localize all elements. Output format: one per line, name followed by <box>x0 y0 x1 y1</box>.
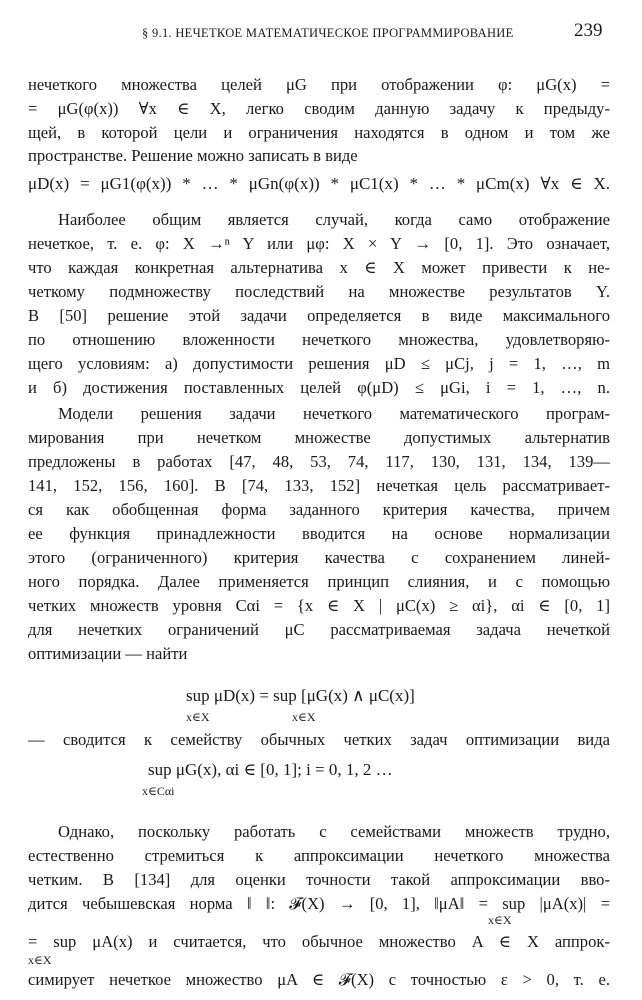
text-line: этого (ограниченного) критерия качества с сохранением линей- <box>28 548 610 567</box>
text-line: по отношению вложенности нечеткого множества, удовлетворяю- <box>28 330 610 349</box>
text-line: ее функция принадлежности вводится на основе нормализации <box>28 524 610 543</box>
text-line: 141, 152, 156, 160]. В [74, 133, 152] нечеткая цель рассматривает- <box>28 476 610 495</box>
text-line: оптимизации — найти <box>28 644 188 663</box>
page-header <box>0 18 642 48</box>
text-line: четких множеств уровня Cαi = {x ∈ X | μC(x) ≥ αi}, αi ∈ [0, 1] <box>28 596 610 615</box>
text-line: предложены в работах [47, 48, 53, 74, 117, 130, 131, 134, 139— <box>28 452 610 471</box>
formula-sup-subscript: x∈X <box>292 710 316 724</box>
text-line: щего условиям: а) допустимости решения μD ≤ μCj, j = 1, …, m <box>28 354 610 373</box>
text-line: щей, в которой цели и ограничения находятся в одном и том же <box>28 123 610 142</box>
text-line: = sup μA(x) и считается, что обычное множество A ∈ X аппрок- <box>28 932 610 951</box>
text-line: четким. В [134] для оценки точности такой аппроксимации вво- <box>28 870 610 889</box>
text-line: естественно стремиться к аппроксимации нечеткого множества <box>28 846 610 865</box>
text-line: нечеткое, т. е. φ: X →ⁿ Y или μφ: X × Y → [0, 1]. Это означает, <box>28 234 610 253</box>
text-line: пространстве. Решение можно записать в виде <box>28 146 358 165</box>
text-line: ного порядка. Далее применяется принцип слияния, и с помощью <box>28 572 610 591</box>
text-line: Однако, поскольку работать с семействами множеств трудно, <box>58 822 610 841</box>
text-line: мирования при нечетком множестве допустимых альтернатив <box>28 428 610 447</box>
running-head: § 9.1. НЕЧЕТКОЕ МАТЕМАТИЧЕСКОЕ ПРОГРАММИРОВАНИЕ <box>142 26 514 40</box>
text-line: симирует нечеткое множество μA ∈ 𝓕(X) с точностью ε > 0, т. е. <box>28 970 610 989</box>
text-line: нечеткого множества целей μG при отображении φ: μG(x) = <box>28 75 610 94</box>
text-line: Модели решения задачи нечеткого математического програм- <box>58 404 610 423</box>
text-line: — сводится к семейству обычных четких задач оптимизации вида <box>28 730 610 749</box>
formula-family-of-problems: sup μG(x), αi ∈ [0, 1]; i = 0, 1, 2 … <box>148 760 393 779</box>
text-line: В [50] решение этой задачи определяется в виде максимального <box>28 306 610 325</box>
formula-sup-equation: sup μD(x) = sup [μG(x) ∧ μC(x)] <box>186 686 415 705</box>
text-line: дится чебышевская норма ‖ ‖: 𝓕(X) → [0, 1], ‖μA‖ = sup |μA(x)| = <box>28 894 610 913</box>
text-line: = μG(φ(x)) ∀x ∈ X, легко сводим данную задачу к предыду- <box>28 99 610 118</box>
text-line: и б) достижения поставленных целей φ(μD) ≤ μGi, i = 1, …, n. <box>28 378 610 397</box>
text-line: что каждая конкретная альтернатива x ∈ X может привести к не- <box>28 258 610 277</box>
text-line: четкому подмножеству последствий на множестве результатов Y. <box>28 282 610 301</box>
text-line: ся как обобщенная форма заданного критерия качества, причем <box>28 500 610 519</box>
text-line: для нечетких ограничений μC рассматриваемая задача нечеткой <box>28 620 610 639</box>
formula-family-subscript: x∈Cαi <box>142 784 175 798</box>
formula-sup-subscript: x∈X <box>28 953 52 967</box>
formula-sup-subscript: x∈X <box>186 710 210 724</box>
page-number: 239 <box>574 20 603 41</box>
formula-norm-subscript: x∈X <box>488 913 512 927</box>
formula-composition: μD(x) = μG1(φ(x)) * … * μGn(φ(x)) * μC1(x) * … * μCm(x) ∀x ∈ X. <box>28 174 610 193</box>
text-line: Наиболее общим является случай, когда само отображение <box>58 210 610 229</box>
